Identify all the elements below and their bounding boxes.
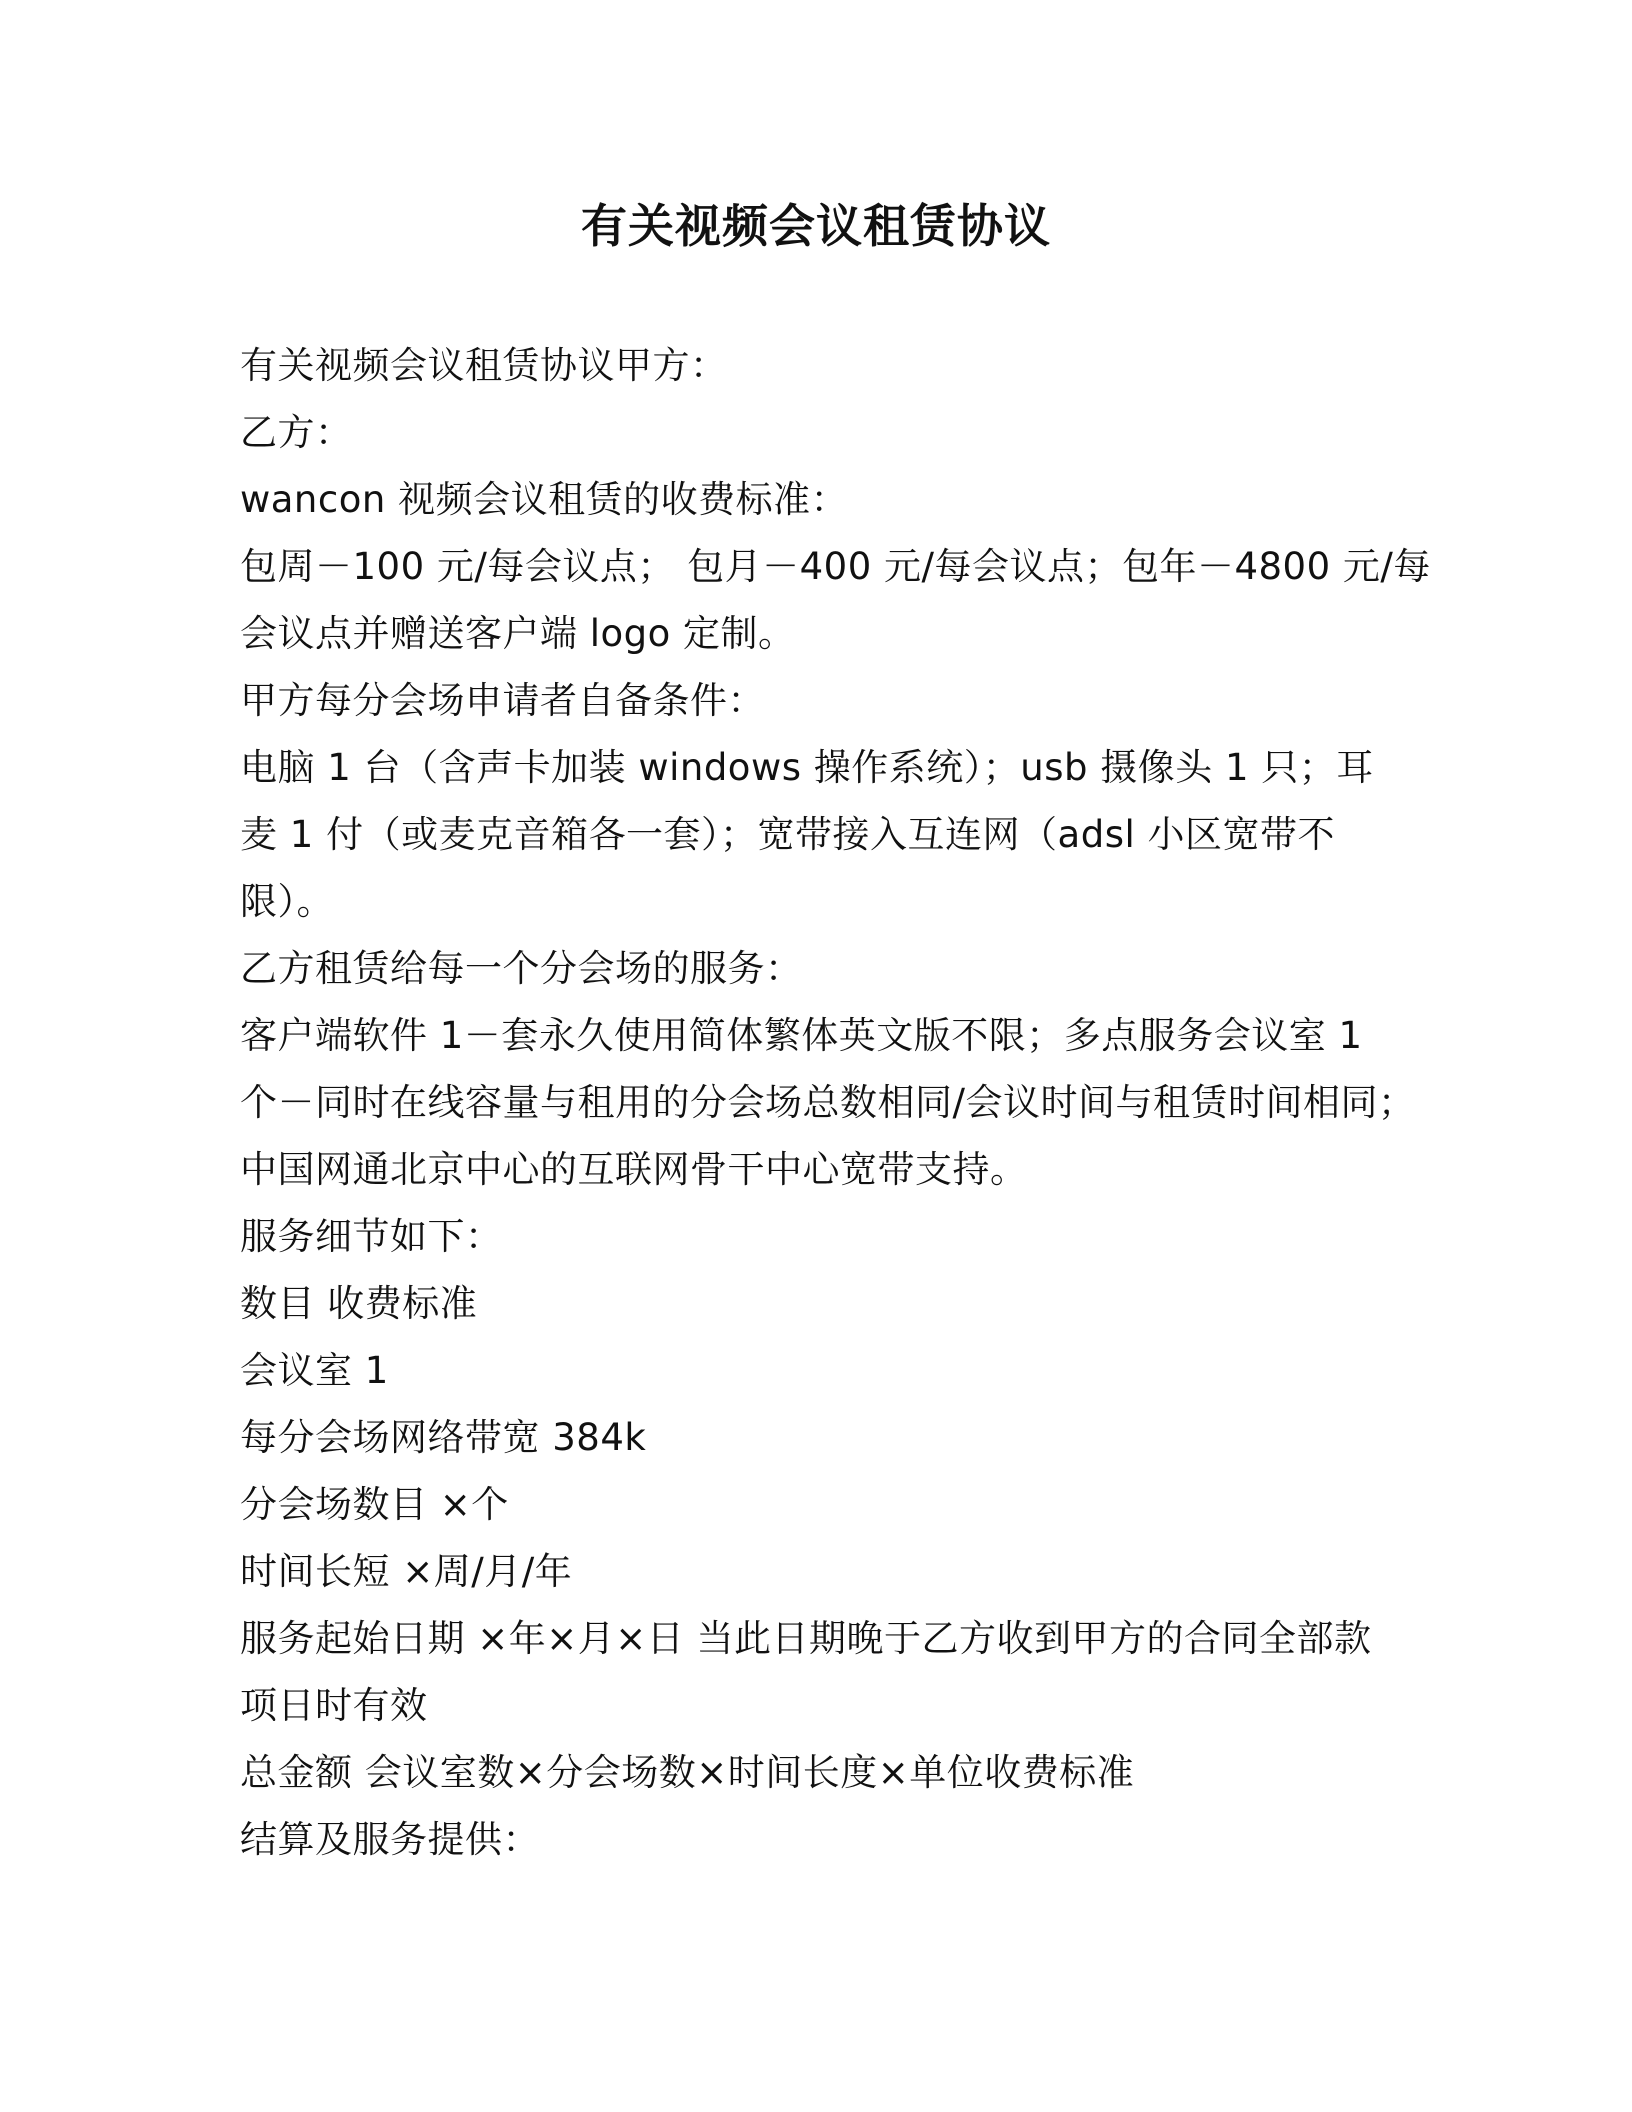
document-body xyxy=(240,332,1431,1873)
text-line: 总金额 会议室数×分会场数×时间长度×单位收费标准 xyxy=(240,1751,1135,1794)
text-line: 时间长短 ×周/月/年 xyxy=(240,1550,573,1593)
text-line: 项日时有效 xyxy=(240,1684,428,1727)
text-line: 会议室 1 xyxy=(240,1349,389,1392)
text-line: 有关视频会议租赁协议甲方： xyxy=(240,344,728,387)
text-line: 结算及服务提供： xyxy=(240,1818,540,1861)
text-line: 个－同时在线容量与租用的分会场总数相同/会议时间与租赁时间相同； xyxy=(240,1081,1416,1124)
text-line: 客户端软件 1－套永久使用简体繁体英文版不限；多点服务会议室 1 xyxy=(240,1014,1363,1057)
document-title: 有关视频会议租赁协议 xyxy=(581,199,1051,253)
text-line: 电脑 1 台（含声卡加装 windows 操作系统）；usb 摄像头 1 只；耳 xyxy=(240,746,1374,789)
text-line: 乙方： xyxy=(240,411,353,454)
text-line: wancon 视频会议租赁的收费标准： xyxy=(240,478,849,521)
text-line: 服务细节如下： xyxy=(240,1215,503,1258)
text-line: 服务起始日期 ×年×月×日 当此日期晚于乙方收到甲方的合同全部款 xyxy=(240,1617,1372,1660)
text-line: 中国网通北京中心的互联网骨干中心宽带支持。 xyxy=(240,1148,1028,1191)
text-line: 甲方每分会场申请者自备条件： xyxy=(240,679,765,722)
text-line: 数目 收费标准 xyxy=(240,1282,478,1325)
text-line: 分会场数目 ×个 xyxy=(240,1483,509,1526)
text-line: 限）。 xyxy=(240,880,334,923)
text-line: 乙方租赁给每一个分会场的服务： xyxy=(240,947,803,990)
text-line: 会议点并赠送客户端 logo 定制。 xyxy=(240,612,796,655)
text-line: 每分会场网络带宽 384k xyxy=(240,1416,647,1459)
text-line: 包周－100 元/每会议点； 包月－400 元/每会议点；包年－4800 元/每 xyxy=(240,545,1431,588)
text-line: 麦 1 付（或麦克音箱各一套）；宽带接入互连网（adsl 小区宽带不 xyxy=(240,813,1336,856)
